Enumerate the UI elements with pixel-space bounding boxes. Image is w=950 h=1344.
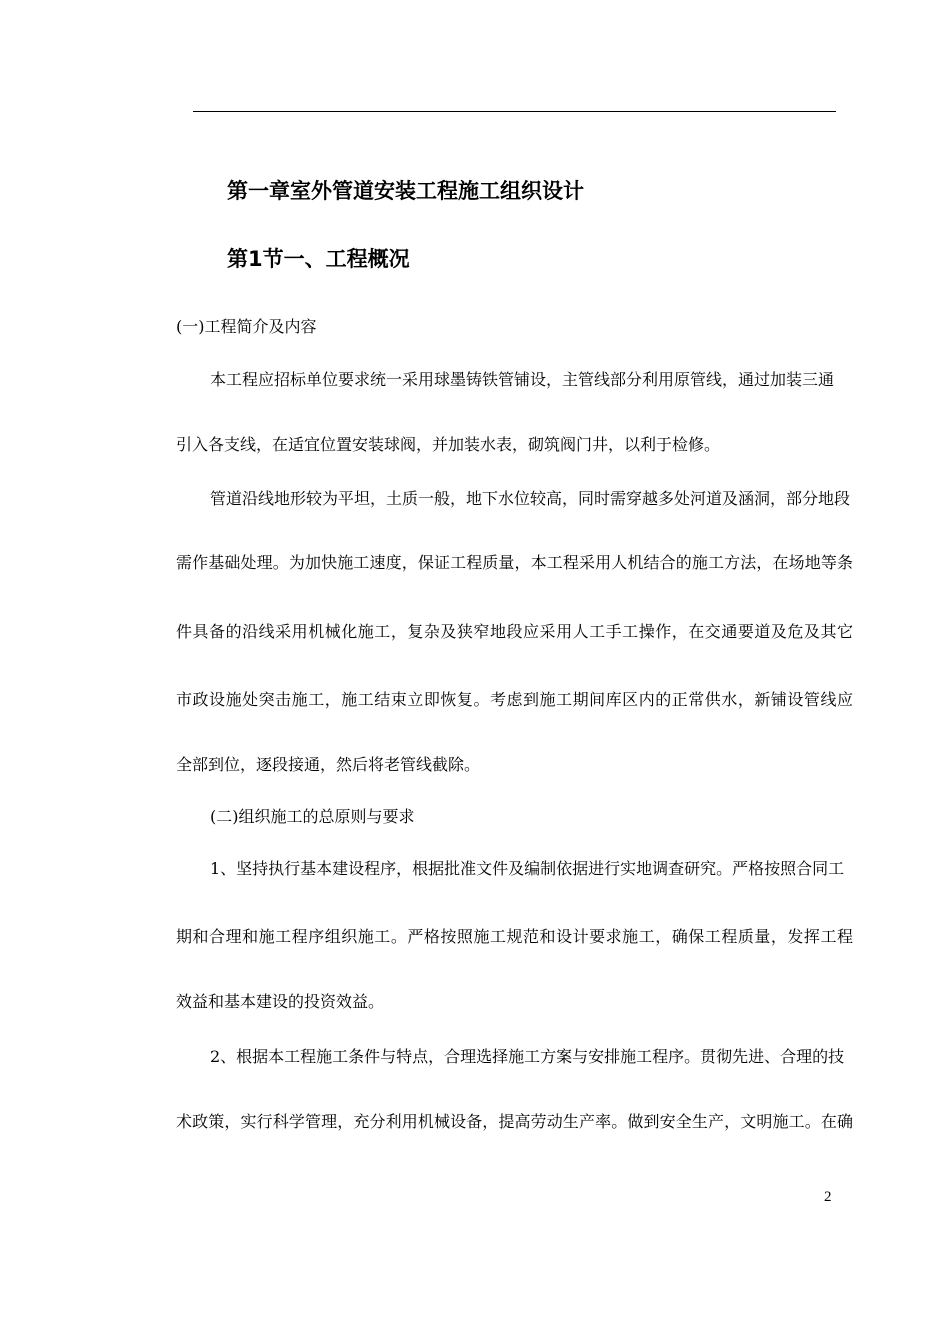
header-rule (193, 111, 836, 112)
paragraph-line: 件具备的沿线采用机械化施工，复杂及狭窄地段应采用人工手工操作，在交通要道及危及其它 (176, 622, 853, 641)
list-item-line: 1、坚持执行基本建设程序，根据批准文件及编制依据进行实地调查研究。严格按照合同工 (210, 859, 845, 878)
page-number: 2 (824, 1189, 832, 1205)
chapter-title: 第一章室外管道安装工程施工组织设计 (227, 179, 584, 203)
paragraph-line: 引入各支线，在适宜位置安装球阀，并加装水表，砌筑阀门井，以利于检修。 (176, 435, 721, 454)
paragraph-line: 市政设施处突击施工，施工结束立即恢复。考虑到施工期间库区内的正常供水，新铺设管线应 (176, 690, 853, 709)
list-item-line: 效益和基本建设的投资效益。 (176, 992, 385, 1011)
list-item-line: 术政策，实行科学管理，充分利用机械设备，提高劳动生产率。做到安全生产，文明施工。在确 (176, 1112, 853, 1131)
section-title: 第1节一、工程概况 (227, 247, 410, 271)
paragraph-line: 本工程应招标单位要求统一采用球墨铸铁管铺设，主管线部分利用原管线，通过加装三通 (210, 370, 835, 389)
list-item-line: 期和合理和施工程序组织施工。严格按照施工规范和设计要求施工，确保工程质量，发挥工程 (176, 927, 853, 946)
paragraph-line: 需作基础处理。为加快施工速度，保证工程质量，本工程采用人机结合的施工方法，在场地等条 (176, 553, 853, 572)
list-item-line: 2、根据本工程施工条件与特点，合理选择施工方案与安排施工程序。贯彻先进、合理的技 (210, 1047, 845, 1066)
paragraph-line: 管道沿线地形较为平坦，土质一般，地下水位较高，同时需穿越多处河道及涵洞，部分地段 (210, 489, 851, 508)
paragraph-line: 全部到位，逐段接通，然后将老管线截除。 (176, 755, 481, 774)
subsection-title: (一)工程简介及内容 (176, 317, 317, 336)
subsection-title: (二)组织施工的总原则与要求 (210, 807, 415, 826)
